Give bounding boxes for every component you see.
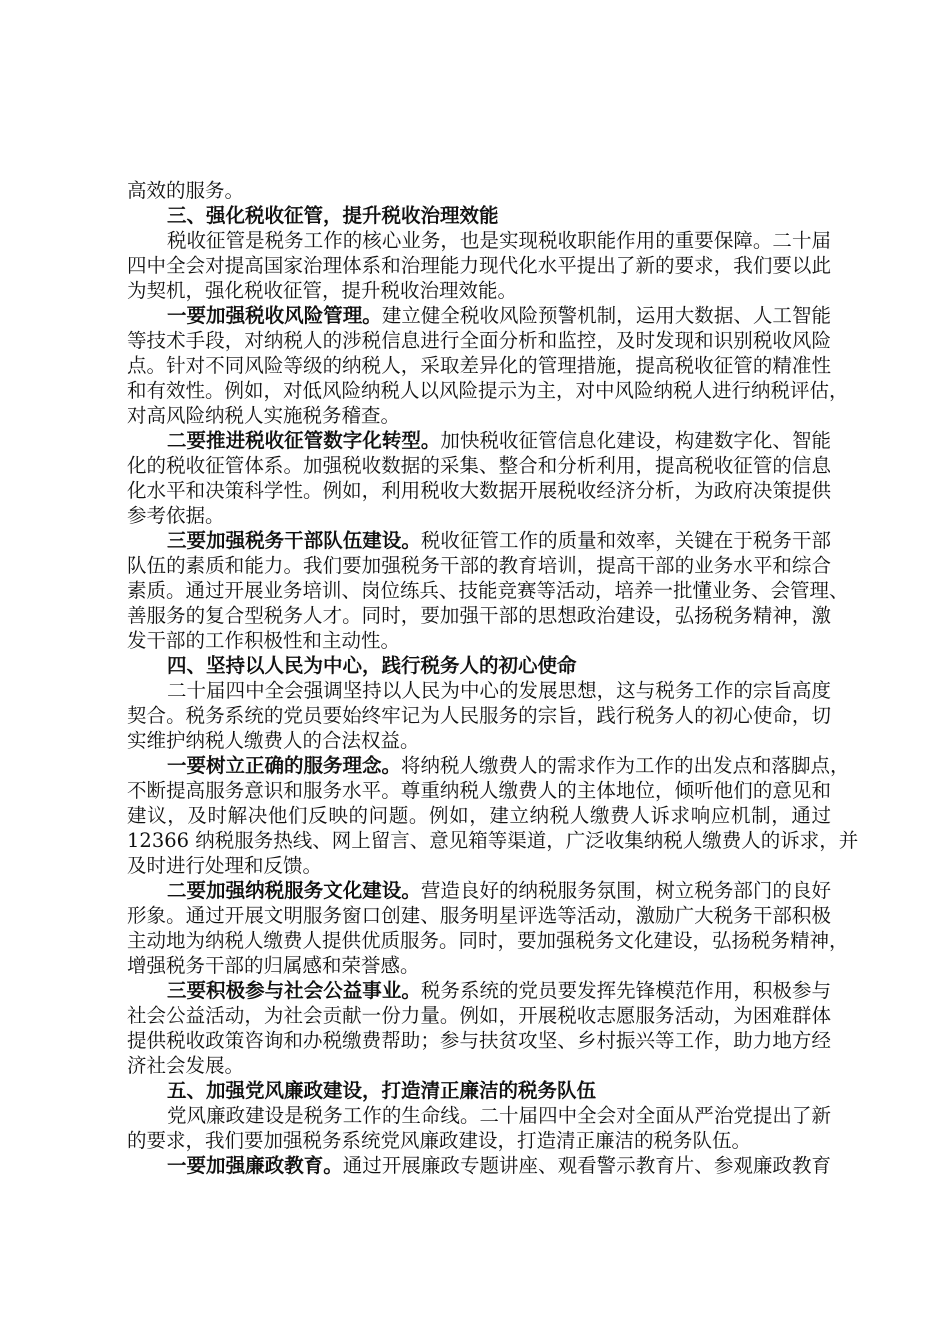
body-text: 营造良好的纳税服务氛围，树立税务部门的良好 [420,879,831,902]
body-text: 社会公益活动，为社会贡献一份力量。例如，开展税收志愿服务活动，为困难群体 [127,1004,831,1027]
text-line [127,503,831,528]
text-line [127,178,831,203]
text-line [127,453,831,478]
body-text: 不断提高服务意识和服务水平。尊重纳税人缴费人的主体地位，倾听他们的意见和 [127,779,831,802]
text-line [127,1153,831,1178]
text-line [127,603,831,628]
text-line [127,1053,831,1078]
body-text: 建立健全税收风险预警机制，运用大数据、人工智能 [381,304,831,327]
bold-lead-in: 一要树立正确的服务理念。 [167,754,402,777]
heading-text: 四、坚持以人民为中心，践行税务人的初心使命 [167,654,577,677]
body-text: 增强税务干部的归属感和荣誉感。 [127,954,420,977]
document-page [127,178,859,1178]
text-line [127,303,831,328]
section-heading [127,203,831,228]
body-text: 参考依据。 [127,504,225,527]
text-line [127,953,831,978]
text-line [127,703,831,728]
text-line [127,928,849,953]
body-text: 主动地为纳税人缴费人提供优质服务。同时，要加强税务文化建设，弘扬税务精神， [127,929,849,952]
body-text: 形象。通过开展文明服务窗口创建、服务明星评选等活动，激励广大税务干部积极 [127,904,831,927]
bold-lead-in: 一要加强廉政教育。 [167,1154,343,1177]
body-text: 高效的服务。 [127,179,245,202]
body-text: 点。针对不同风险等级的纳税人，采取差异化的管理措施，提高税收征管的精准性 [127,354,831,377]
text-line [127,1003,831,1028]
text-line [127,478,831,503]
body-text: 党风廉政建设是税务工作的生命线。二十届四中全会对全面从严治党提出了新 [167,1104,831,1127]
text-line [127,678,831,703]
text-line [127,353,831,378]
text-line [127,228,831,253]
body-text: 及时进行处理和反馈。 [127,854,323,877]
body-text: 将纳税人缴费人的需求作为工作的出发点和落脚点， [401,754,850,777]
text-line [127,878,831,903]
text-line [127,553,831,578]
body-text: 济社会发展。 [127,1054,245,1077]
bold-lead-in: 一要加强税收风险管理。 [167,304,382,327]
text-line [127,1028,831,1053]
bold-lead-in: 二要加强纳税服务文化建设。 [167,879,421,902]
heading-text: 三、强化税收征管，提升税收治理效能 [167,204,499,227]
body-text: 二十届四中全会强调坚持以人民为中心的发展思想，这与税务工作的宗旨高度 [167,679,831,702]
text-line [127,978,831,1003]
body-text: 税务系统的党员要发挥先锋模范作用，积极参与 [420,979,831,1002]
body-text: 素质。通过开展业务培训、岗位练兵、技能竞赛等活动，培养一批懂业务、会管理、 [127,579,849,602]
body-text: 税收征管工作的质量和效率，关键在于税务干部 [420,529,831,552]
body-text: 四中全会对提高国家治理体系和治理能力现代化水平提出了新的要求，我们要以此 [127,254,831,277]
text-line [127,628,831,653]
body-text: 和有效性。例如，对低风险纳税人以风险提示为主，对中风险纳税人进行纳税评估， [127,379,849,402]
body-text: 善服务的复合型税务人才。同时，要加强干部的思想政治建设，弘扬税务精神，激 [127,604,831,627]
body-text: 提供税收政策咨询和办税缴费帮助；参与扶贫攻坚、乡村振兴等工作，助力地方经 [127,1029,831,1052]
body-text: 税收征管是税务工作的核心业务，也是实现税收职能作用的重要保障。二十届 [167,229,831,252]
text-line [127,853,831,878]
body-text: 实维护纳税人缴费人的合法权益。 [127,729,420,752]
text-line [127,403,831,428]
text-line [127,1128,831,1153]
body-text: 通过开展廉政专题讲座、观看警示教育片、参观廉政教育 [342,1154,831,1177]
body-text: 等技术手段，对纳税人的涉税信息进行全面分析和监控，及时发现和识别税收风险 [127,329,831,352]
body-text: 契合。税务系统的党员要始终牢记为人民服务的宗旨，践行税务人的初心使命，切 [127,704,831,727]
text-line [127,778,831,803]
text-line [127,803,831,828]
section-heading [127,653,831,678]
text-line [127,328,831,353]
body-text: 化的税收征管体系。加强税收数据的采集、整合和分析利用，提高税收征管的信息 [127,454,831,477]
text-line [127,728,831,753]
body-text: 建议，及时解决他们反映的问题。例如，建立纳税人缴费人诉求响应机制，通过 [127,804,831,827]
bold-lead-in: 三要积极参与社会公益事业。 [167,979,421,1002]
body-text: 加快税收征管信息化建设，构建数字化、智能 [440,429,831,452]
text-line [127,828,859,853]
text-line [127,528,831,553]
body-text: 12366 纳税服务热线、网上留言、意见箱等渠道，广泛收集纳税人缴费人的诉求，并 [127,829,859,852]
text-line [127,903,831,928]
text-line [127,378,849,403]
text-line [127,1103,831,1128]
text-line [127,278,831,303]
text-line [127,253,831,278]
body-text: 发干部的工作积极性和主动性。 [127,629,401,652]
body-text: 化水平和决策科学性。例如，利用税收大数据开展税收经济分析，为政府决策提供 [127,479,831,502]
bold-lead-in: 二要推进税收征管数字化转型。 [167,429,441,452]
heading-text: 五、加强党风廉政建设，打造清正廉洁的税务队伍 [167,1079,597,1102]
text-line [127,578,849,603]
body-text: 的要求，我们要加强税务系统党风廉政建设，打造清正廉洁的税务队伍。 [127,1129,752,1152]
body-text: 队伍的素质和能力。我们要加强税务干部的教育培训，提高干部的业务水平和综合 [127,554,831,577]
body-text: 为契机，强化税收征管，提升税收治理效能。 [127,279,518,302]
text-line [127,428,831,453]
section-heading [127,1078,831,1103]
text-line [127,753,850,778]
bold-lead-in: 三要加强税务干部队伍建设。 [167,529,421,552]
body-text: 对高风险纳税人实施税务稽查。 [127,404,401,427]
